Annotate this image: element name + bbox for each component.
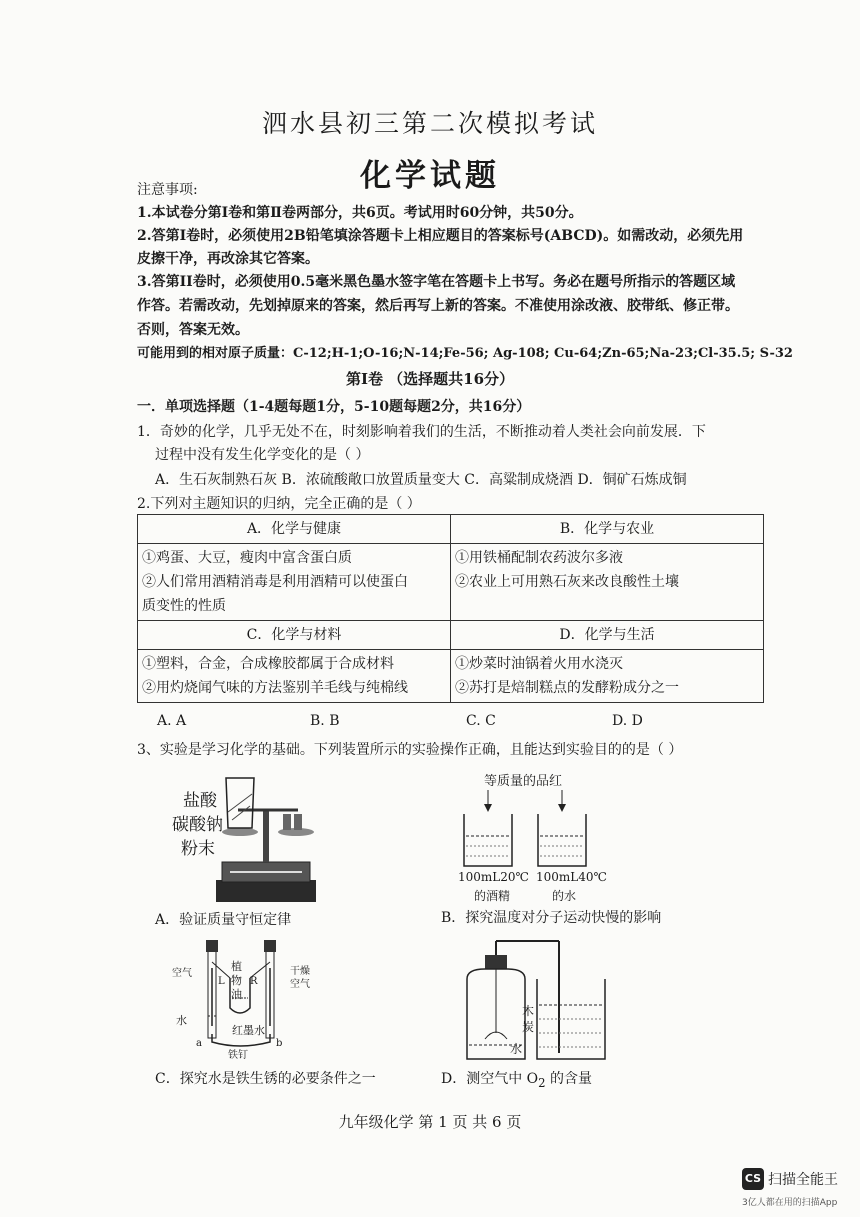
figure-d-jar (455, 935, 615, 1065)
atomic-masses: 可能用到的相对原子质量：C-12;H-1;O-16;N-14;Fe-56; Ag-108; Cu-64;Zn-65;Na-23;Cl-35.5; S-32 (137, 346, 793, 361)
watermark-app-name: 扫描全能王 (768, 1172, 838, 1188)
fig-b-beaker1-volume: 100mL20℃ (458, 870, 529, 884)
fig-c-point-a: a (196, 1038, 202, 1049)
fig-b-beaker1-liquid: 的酒精 (474, 889, 511, 903)
fig-c-water-label: 水 (176, 1014, 187, 1027)
exam-title: 泗水县初三第二次模拟考试 (261, 109, 598, 138)
fig-c-oil-label-3: 油 (231, 988, 242, 1001)
fig-d-water-label: 水 (510, 1042, 523, 1056)
fig-c-oil-label-2: 物 (231, 974, 242, 987)
cell-d-body (451, 650, 764, 703)
fig-a-label-na2co3: 碳酸钠 (172, 815, 223, 835)
notice-item-2-line1: 2.答第Ⅰ卷时，必须使用2B铅笔填涂答题卡上相应题目的答案标号(ABCD)。如需改动，必须先用 (137, 228, 744, 244)
fig-d-charcoal-label-1: 木 (522, 1004, 535, 1018)
notice-item-2-line2: 皮擦干净，再改涂其它答案。 (137, 251, 319, 267)
fig-c-oil-label-1: 植 (231, 960, 242, 973)
notice-item-3-line3: 否则，答案无效。 (137, 322, 249, 338)
notice-item-3-line1: 3.答第II卷时，必须使用0.5毫米黑色墨水签字笔在答题卡上书写。务必在题号所指示的答题区域 (137, 274, 736, 290)
cell-a-body (138, 544, 451, 621)
fig-b-caption: B．探究温度对分子运动快慢的影响 (441, 910, 662, 926)
fig-d-caption-subscript: 2 (538, 1075, 546, 1090)
fig-a-label-hcl: 盐酸 (183, 791, 217, 811)
fig-c-right-label: R (250, 976, 258, 987)
q2-option-b: B. B (310, 713, 340, 729)
q2-option-c: C. C (466, 713, 496, 729)
q2-stem: 2.下列对主题知识的归纳，完全正确的是（ ） (137, 496, 421, 512)
cell-a-line2: ②人们常用酒精消毒是利用酒精可以使蛋白 (142, 574, 408, 590)
fig-c-red-ink-label: 红墨水 (232, 1024, 265, 1037)
q3-stem: 3、实验是学习化学的基础。下列装置所示的实验操作正确，且能达到实验目的的是（ ） (137, 742, 683, 758)
section-heading: 一．单项选择题（1-4题每题1分，5-10题每题2分，共16分） (137, 399, 531, 415)
page-footer: 九年级化学 第 1 页 共 6 页 (338, 1113, 522, 1131)
fig-c-caption: C．探究水是铁生锈的必要条件之一 (155, 1071, 376, 1087)
fig-c-dry-air-label-2: 空气 (290, 979, 310, 990)
q1-stem-line1: 1．奇妙的化学，几乎无处不在，时刻影响着我们的生活，不断推动着人类社会向前发展．下 (137, 424, 706, 440)
q2-option-a: A. A (157, 713, 187, 729)
cell-d-line1: ①炒菜时油锅着火用水浇灭 (455, 656, 623, 672)
part1-title: 第Ⅰ卷 （选择题共16分） (345, 370, 515, 388)
fig-c-point-b: b (276, 1038, 283, 1049)
cell-c-line2: ②用灼烧闻气味的方法鉴别羊毛线与纯棉线 (142, 680, 408, 696)
watermark-slogan: 3亿人都在用的扫描App (742, 1198, 838, 1208)
fig-a-caption: A．验证质量守恒定律 (155, 912, 292, 928)
camscanner-logo-icon: CS (742, 1168, 764, 1190)
cell-d-line2: ②苏打是焙制糕点的发酵粉成分之一 (455, 680, 679, 696)
fig-d-caption-suffix: 的含量 (545, 1071, 593, 1087)
fig-d-caption (441, 1067, 592, 1095)
subject-title: 化学试题 (360, 158, 500, 194)
cell-b-line2: ②农业上可用熟石灰来改良酸性土壤 (455, 574, 679, 590)
fig-d-charcoal-label-2: 炭 (522, 1020, 535, 1034)
q1-options: A．生石灰制熟石灰 B．浓硫酸敞口放置质量变大 C．高粱制成烧酒 D．铜矿石炼成铜 (155, 472, 687, 488)
beakers-illustration (460, 790, 590, 870)
fig-c-air-label: 空气 (172, 968, 192, 979)
fig-c-nail-label: 铁钉 (228, 1050, 248, 1061)
q1-stem-line2: 过程中没有发生化学变化的是（ ） (155, 447, 370, 463)
q2-option-d: D. D (612, 713, 643, 729)
cell-a-line1: ①鸡蛋、大豆，瘦肉中富含蛋白质 (142, 550, 352, 566)
fig-c-dry-air-label-1: 干燥 (290, 966, 310, 977)
knowledge-table (137, 514, 764, 703)
fig-a-label-powder: 粉末 (181, 839, 215, 859)
cell-b-line1: ①用铁桶配制农药波尔多液 (455, 550, 623, 566)
cell-d-head: D．化学与生活 (451, 621, 764, 650)
fig-b-top-label: 等质量的品红 (484, 774, 563, 789)
cell-a-head: A．化学与健康 (138, 515, 451, 544)
fig-c-left-label: L (218, 976, 225, 987)
cell-c-body (138, 650, 451, 703)
notice-heading: 注意事项: (137, 182, 198, 198)
cell-a-line3: 质变性的性质 (142, 598, 226, 614)
cell-c-head: C．化学与材料 (138, 621, 451, 650)
notice-item-3-line2: 作答。若需改动，先划掉原来的答案，然后再写上新的答案。不准使用涂改液、胶带纸、修正带。 (137, 298, 739, 314)
fig-b-beaker2-liquid: 的水 (552, 889, 577, 903)
cell-b-body (451, 544, 764, 621)
jar-illustration (455, 935, 615, 1065)
notice-item-1: 1.本试卷分第Ⅰ卷和第Ⅱ卷两部分，共6页。考试用时60分钟，共50分。 (137, 205, 583, 221)
cell-b-head: B．化学与农业 (451, 515, 764, 544)
fig-b-beaker2-volume: 100mL40℃ (536, 870, 607, 884)
cell-c-line1: ①塑料，合金，合成橡胶都属于合成材料 (142, 656, 394, 672)
fig-d-caption-prefix: D．测空气中 O (441, 1071, 539, 1087)
figure-b-beakers (460, 790, 590, 870)
